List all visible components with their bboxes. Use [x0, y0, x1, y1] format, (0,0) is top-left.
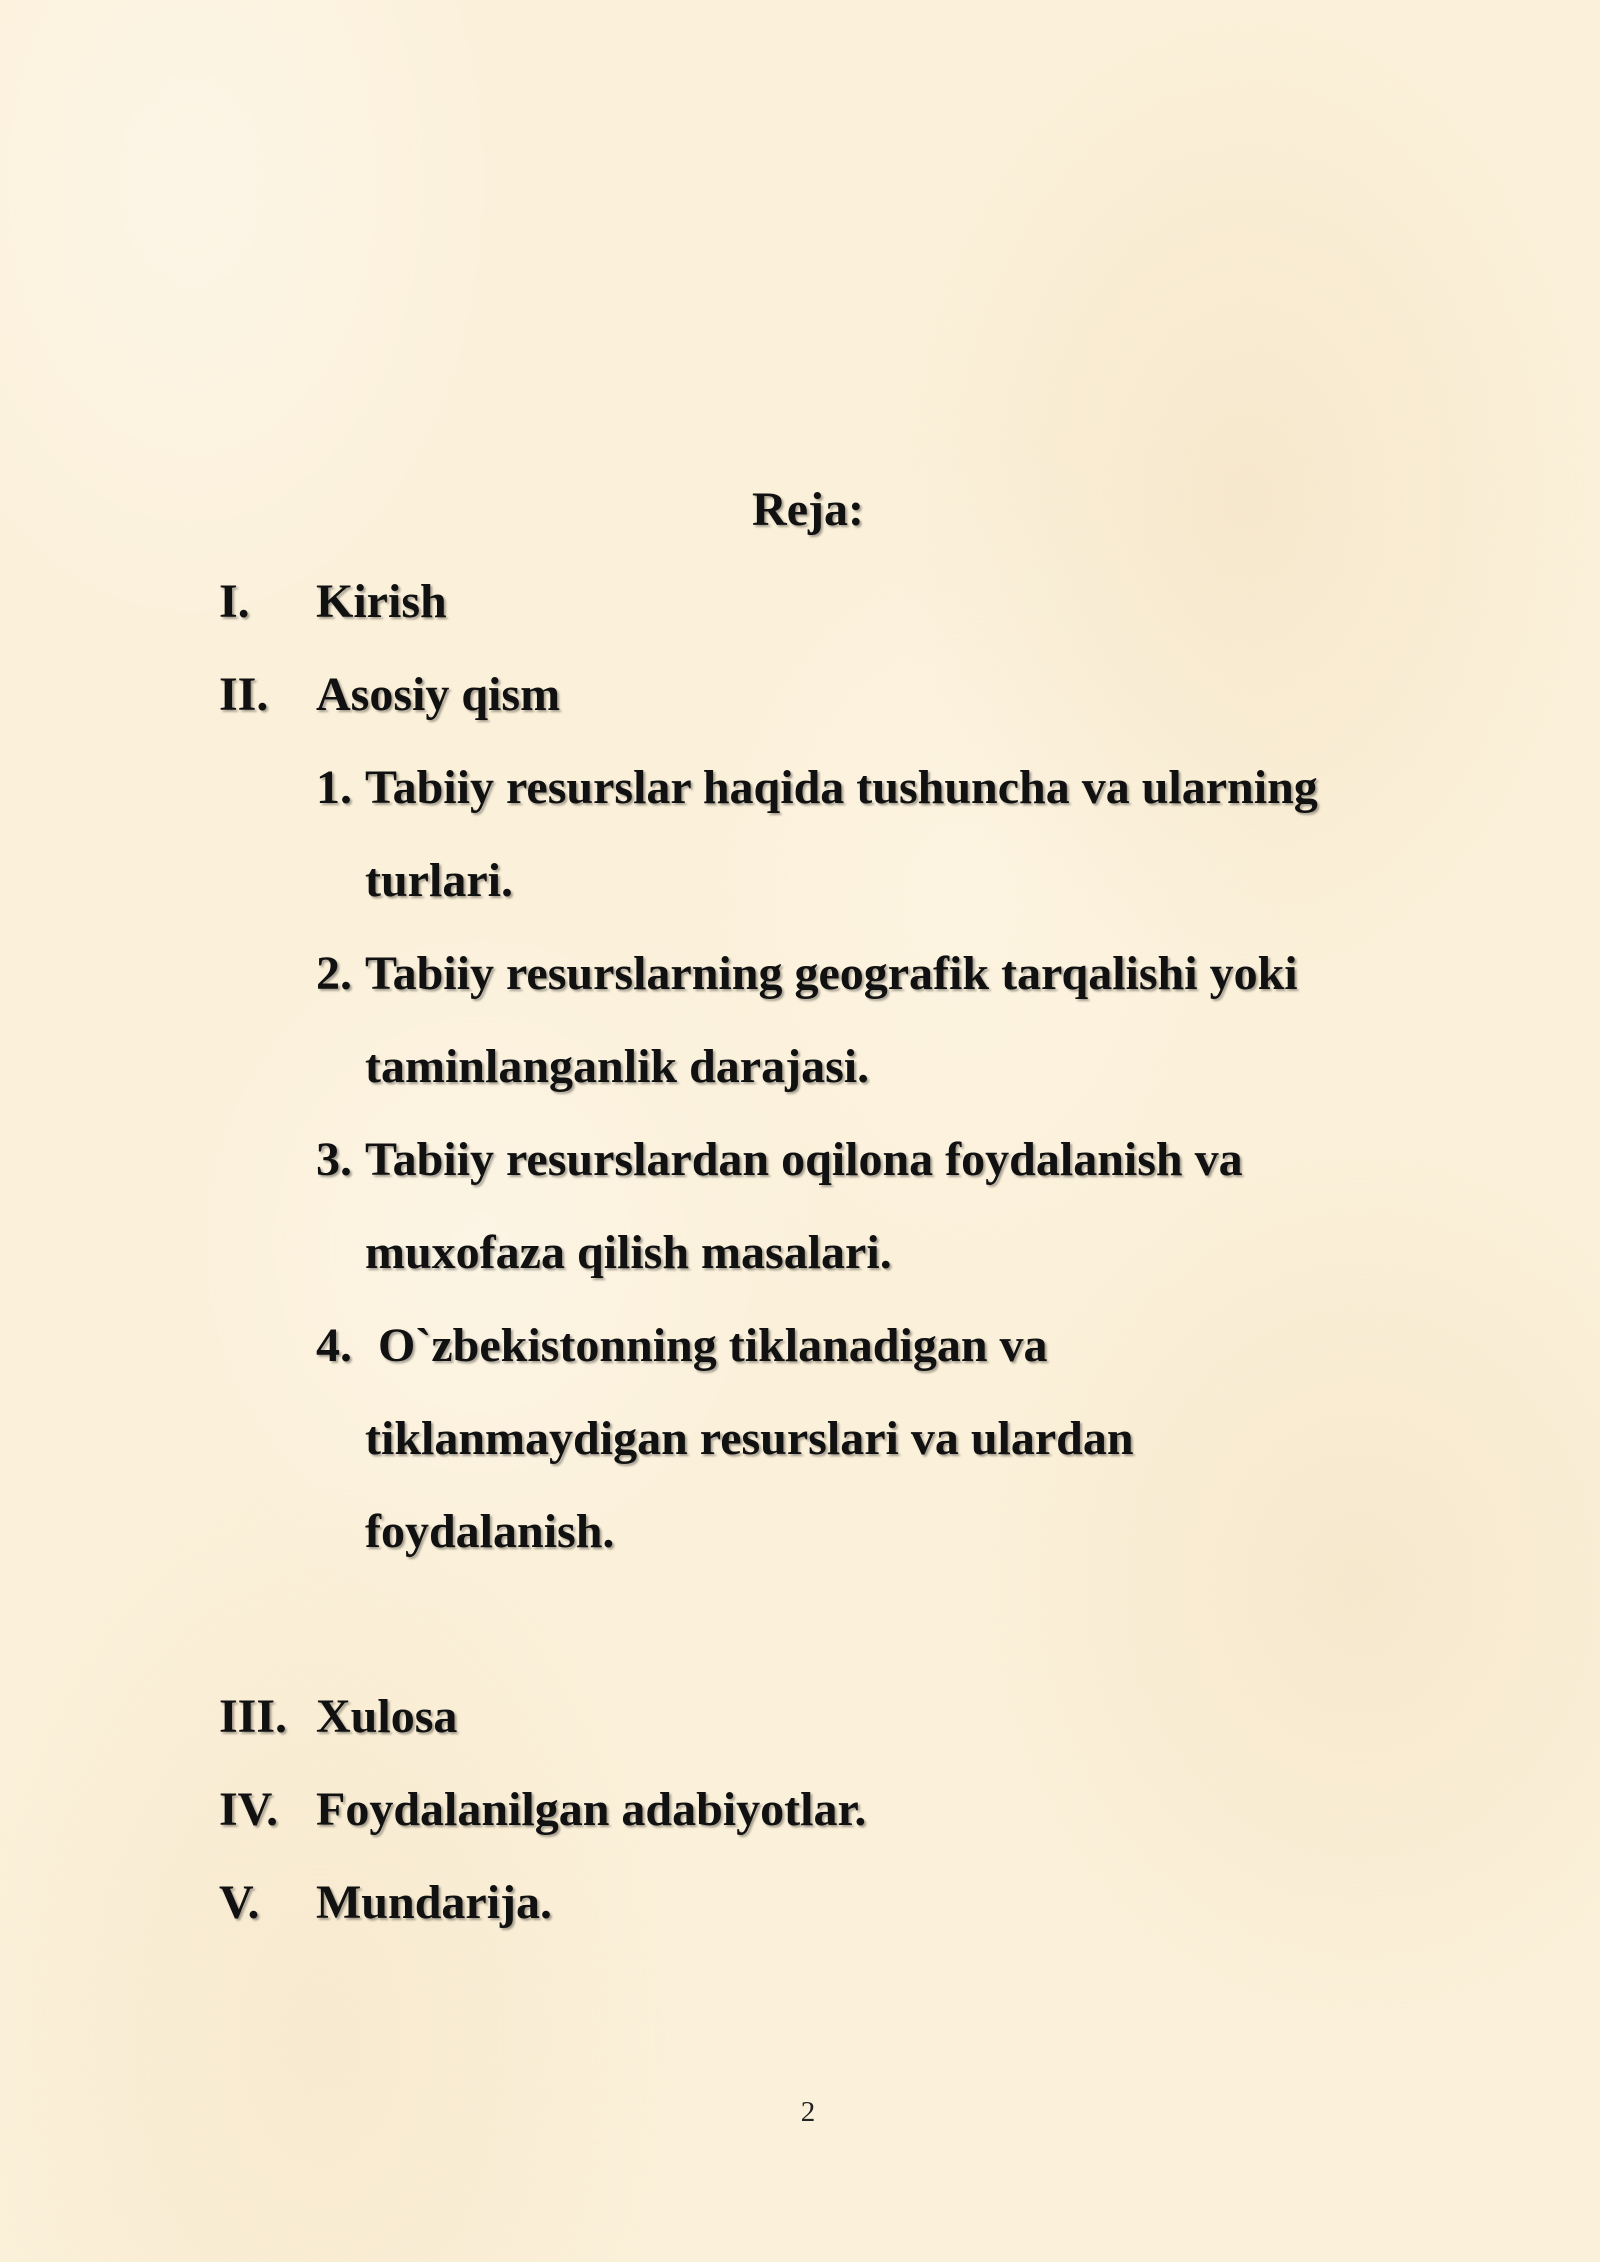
outline-item-xulosa: Xulosa [316, 1690, 458, 1743]
page-number: 2 [800, 2096, 816, 2128]
outline-marker-1: I. [219, 575, 250, 628]
subitem-marker-3: 3. [316, 1133, 352, 1186]
subitem-4-line-1: O`zbekistonning tiklanadigan va [378, 1319, 1048, 1372]
outline-item-adabiyotlar: Foydalanilgan adabiyotlar. [316, 1783, 867, 1836]
subitem-4-line-2: tiklanmaydigan resurslari va ulardan [365, 1412, 1134, 1465]
outline-item-mundarija: Mundarija. [316, 1876, 553, 1929]
subitem-marker-1: 1. [316, 761, 352, 814]
outline-item-kirish: Kirish [316, 575, 447, 628]
subitem-1-line-1: Tabiiy resurslar haqida tushuncha va ularning [365, 761, 1318, 814]
subitem-marker-2: 2. [316, 947, 352, 1000]
outline-marker-3: III. [219, 1690, 288, 1743]
subitem-2-line-1: Tabiiy resurslarning geografik tarqalishi yoki [365, 947, 1298, 1000]
subitem-marker-4: 4. [316, 1319, 352, 1372]
subitem-1-line-2: turlari. [365, 854, 513, 907]
outline-marker-4: IV. [219, 1783, 279, 1836]
subitem-3-line-2: muxofaza qilish masalari. [365, 1226, 892, 1279]
page-title: Reja: [752, 483, 864, 536]
subitem-2-line-2: taminlanganlik darajasi. [365, 1040, 870, 1093]
subitem-4-line-3: foydalanish. [365, 1505, 615, 1558]
outline-marker-2: II. [219, 668, 269, 721]
subitem-3-line-1: Tabiiy resurslardan oqilona foydalanish va [365, 1133, 1243, 1186]
outline-marker-5: V. [219, 1876, 260, 1929]
outline-item-asosiy-qism: Asosiy qism [316, 668, 561, 721]
